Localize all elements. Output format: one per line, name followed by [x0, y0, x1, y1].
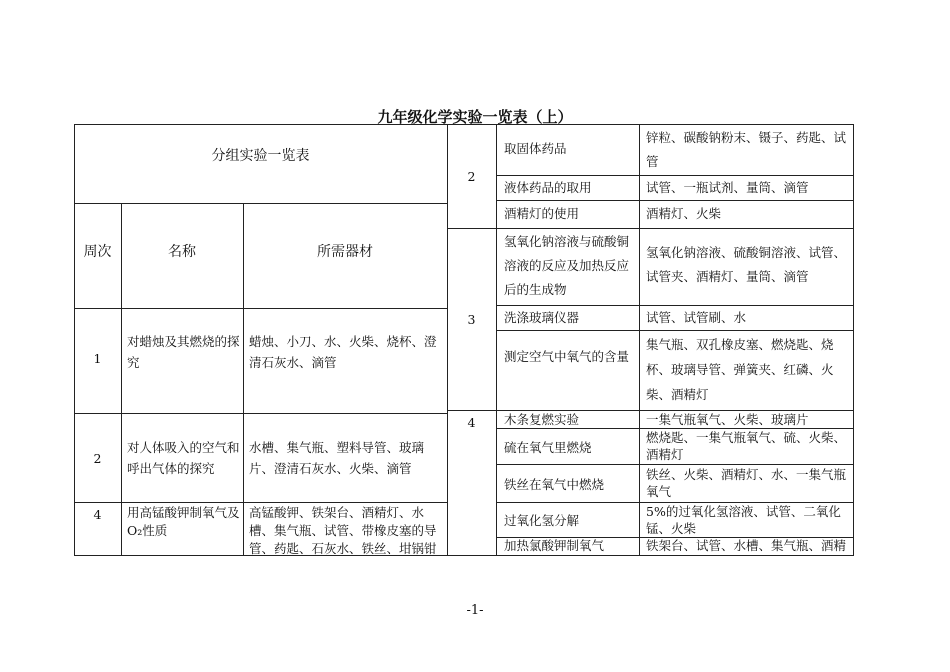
right-row-5-name: 洗涤玻璃仪器 — [504, 310, 580, 325]
col-name-header: 名称 — [168, 244, 196, 260]
left-row-3-materials: 高锰酸钾、铁架台、酒精灯、水槽、集气瓶、试管、带橡皮塞的导管、药匙、石灰水、铁丝、坩锅钳 — [249, 505, 437, 556]
left-row-1-materials: 蜡烛、小刀、水、火柴、烧杯、澄清石灰水、滴管 — [249, 334, 437, 370]
right-row-9-name: 铁丝在氧气中燃烧 — [504, 477, 605, 492]
left-row-3-name: 用高锰酸钾制氧气及O₂性质 — [127, 505, 240, 538]
right-row-10-name: 过氧化氢分解 — [504, 513, 580, 528]
experiment-table — [74, 124, 854, 556]
right-row-4-materials: 氢氧化钠溶液、硫酸铜溶液、试管、试管夹、酒精灯、量筒、滴管 — [646, 245, 847, 284]
right-row-3-materials: 酒精灯、火柴 — [646, 206, 722, 221]
col-materials-header: 所需器材 — [317, 244, 373, 260]
right-week-4: 4 — [467, 415, 476, 430]
group-experiments-header: 分组实验一览表 — [211, 148, 310, 164]
right-row-11-name: 加热氯酸钾制氧气 — [504, 538, 605, 553]
right-row-8-materials: 燃烧匙、一集气瓶氧气、硫、火柴、酒精灯 — [646, 430, 847, 462]
right-row-4-name: 氢氧化钠溶液与硫酸铜溶液的反应及加热反应后的生成物 — [504, 234, 630, 297]
right-row-1-name: 取固体药品 — [504, 141, 567, 156]
right-row-2-materials: 试管、一瓶试剂、量筒、滴管 — [646, 180, 809, 195]
right-row-6-name: 测定空气中氧气的含量 — [504, 349, 630, 364]
left-row-1-name: 对蜡烛及其燃烧的探究 — [127, 334, 240, 370]
right-week-3: 3 — [467, 312, 476, 327]
right-week-2: 2 — [467, 169, 476, 184]
left-row-2-materials: 水槽、集气瓶、塑料导管、玻璃片、澄清石灰水、火柴、滴管 — [249, 440, 425, 476]
right-row-3-name: 酒精灯的使用 — [504, 206, 580, 221]
page-title: 九年级化学实验一览表（上） — [377, 108, 573, 126]
right-row-9-materials: 铁丝、火柴、酒精灯、水、一集气瓶氧气 — [646, 467, 847, 499]
right-row-5-materials: 试管、试管刷、水 — [646, 310, 747, 325]
right-row-1-materials: 锌粒、碳酸钠粉末、镊子、药匙、试管 — [646, 130, 847, 169]
left-row-3-week: 4 — [93, 507, 102, 522]
left-row-2-week: 2 — [93, 451, 102, 466]
right-row-6-materials: 集气瓶、双孔橡皮塞、燃烧匙、烧杯、玻璃导管、弹簧夹、红磷、火柴、酒精灯 — [646, 337, 834, 402]
page-number: -1- — [466, 603, 484, 618]
left-row-1-week: 1 — [93, 351, 102, 366]
col-week-header: 周次 — [83, 244, 112, 260]
right-row-8-name: 硫在氧气里燃烧 — [504, 440, 592, 455]
left-row-2-name: 对人体吸入的空气和呼出气体的探究 — [127, 440, 240, 476]
right-row-11-materials: 铁架台、试管、水槽、集气瓶、酒精 — [646, 538, 847, 553]
right-row-2-name: 液体药品的取用 — [504, 180, 592, 195]
right-row-7-name: 木条复燃实验 — [504, 412, 580, 427]
right-row-10-materials: 5%的过氧化氢溶液、试管、二氧化锰、火柴 — [646, 504, 841, 536]
right-row-7-materials: 一集气瓶氧气、火柴、玻璃片 — [646, 412, 809, 427]
